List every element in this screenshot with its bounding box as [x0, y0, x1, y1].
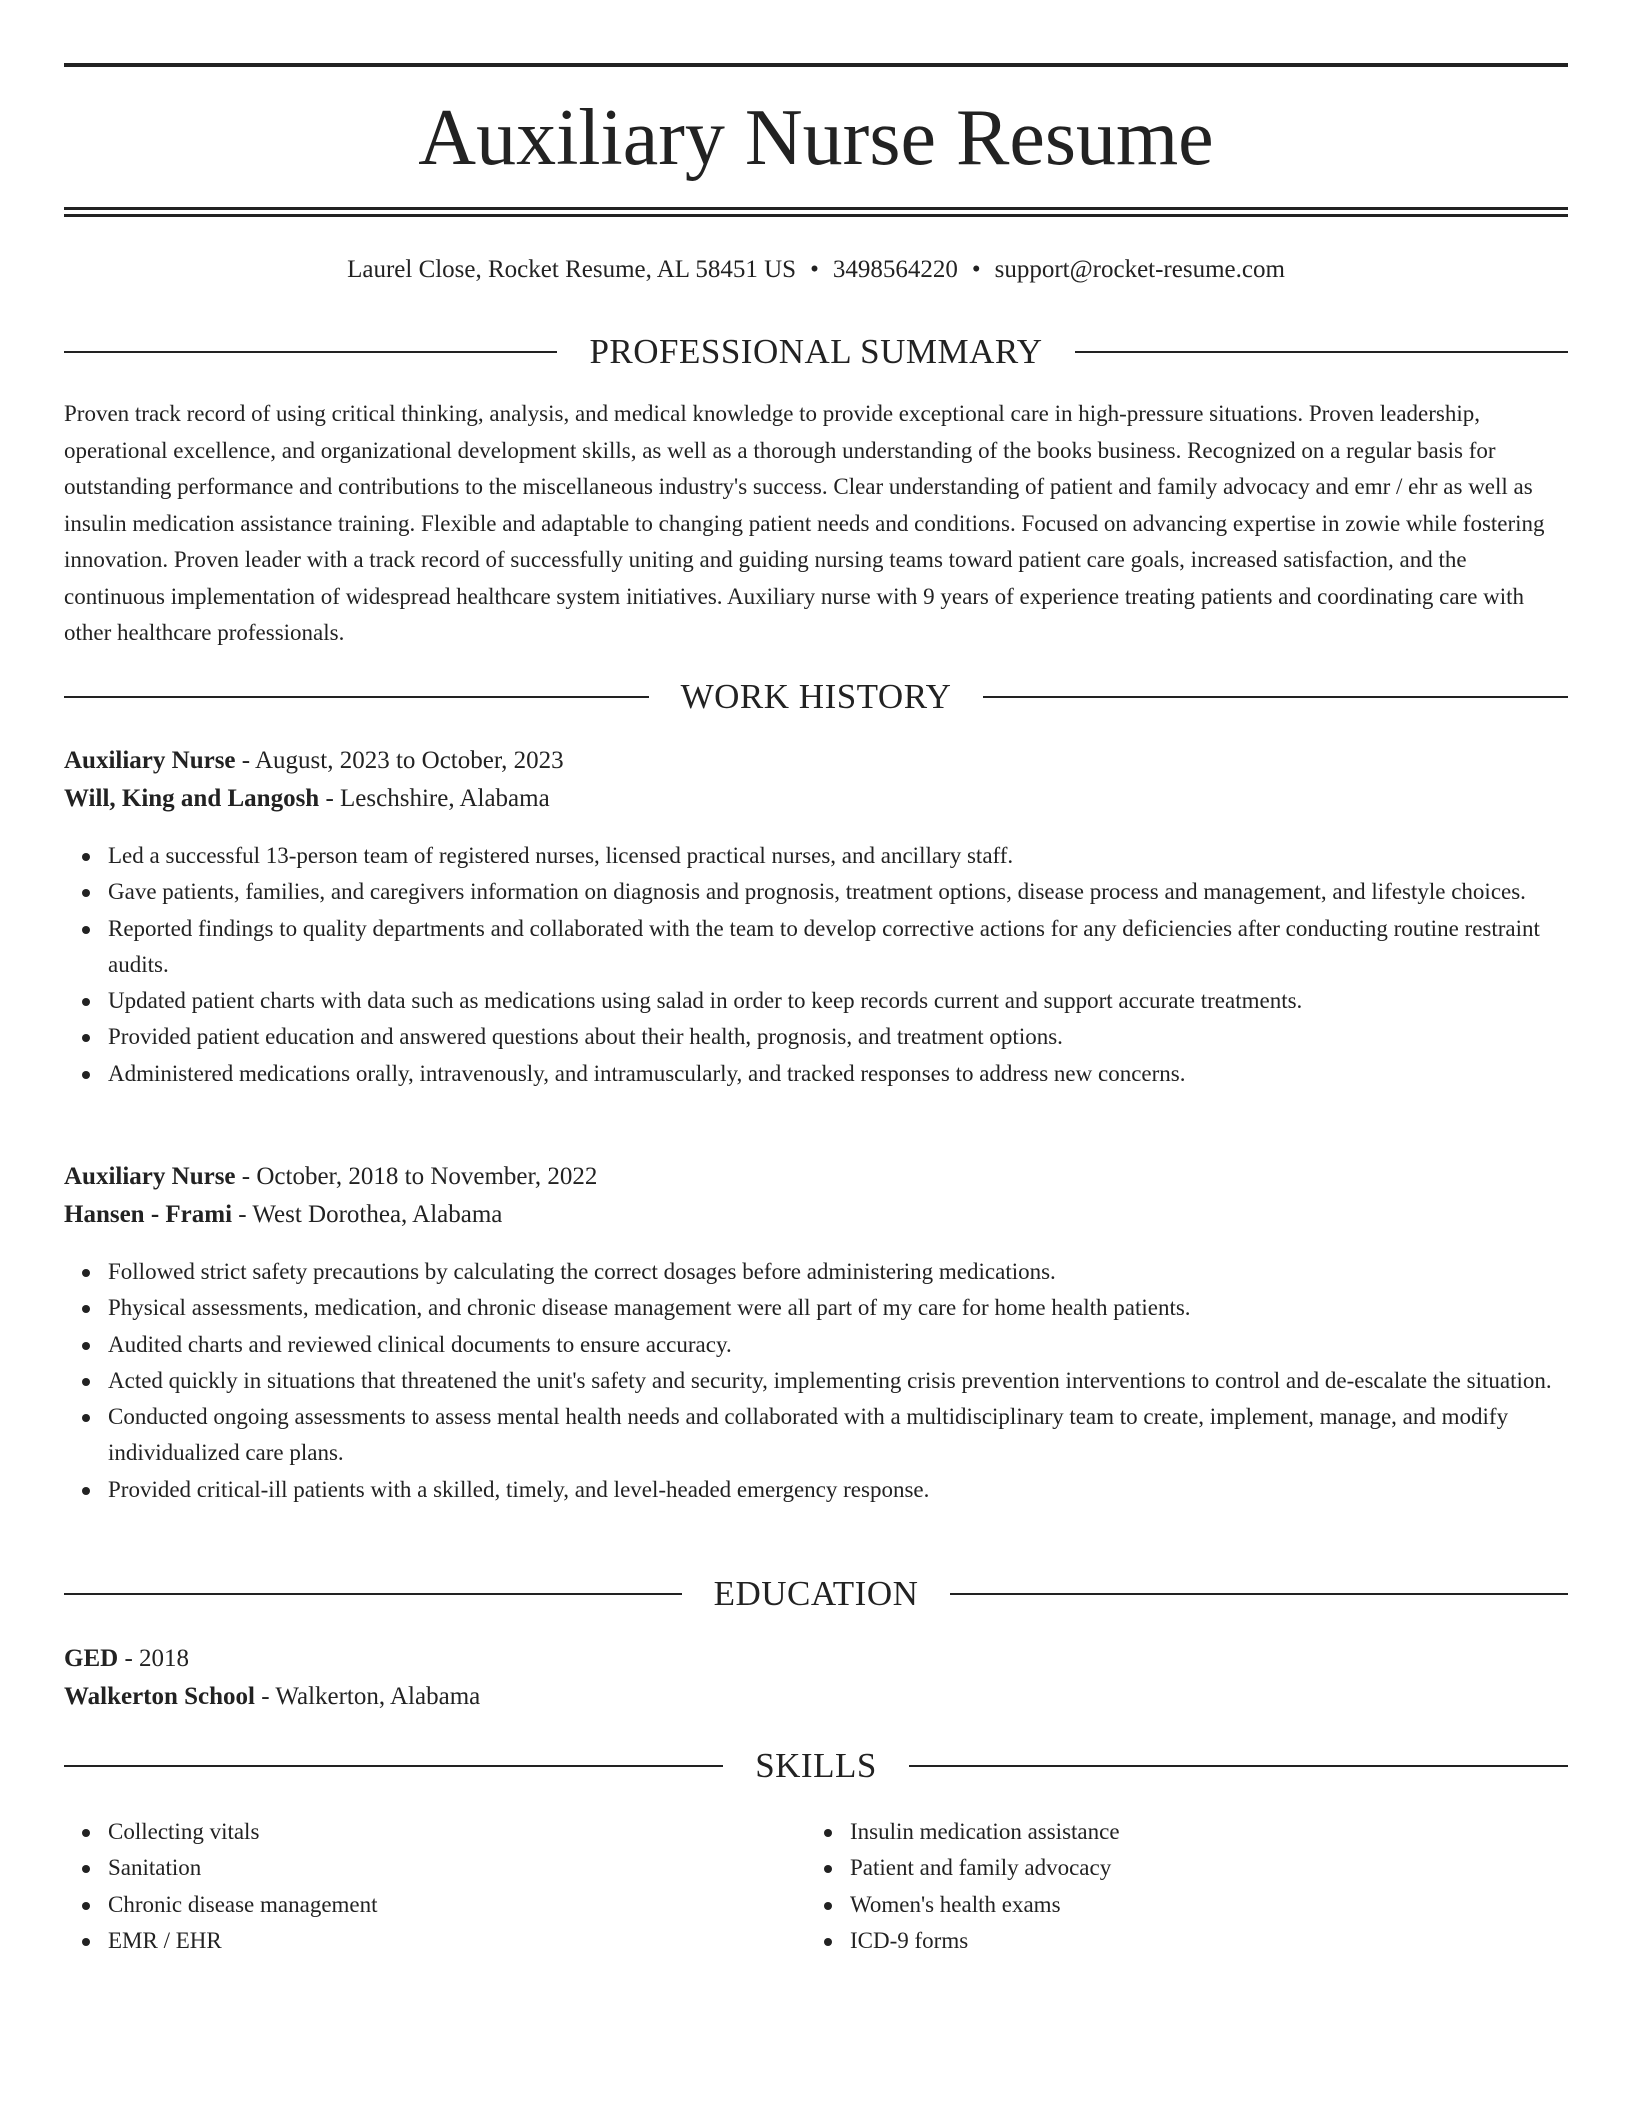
list-item: Provided patient education and answered questions about their health, prognosis, and treatment options. — [108, 1019, 1568, 1055]
section-title: EDUCATION — [713, 1574, 919, 1613]
contact-address: Laurel Close, Rocket Resume, AL 58451 US — [347, 256, 797, 283]
contact-phone: 3498564220 — [832, 256, 958, 283]
section-title: WORK HISTORY — [680, 677, 952, 716]
job-title: Auxiliary Nurse — [64, 1163, 236, 1190]
heading-rule — [64, 1593, 682, 1595]
heading-rule — [983, 696, 1568, 698]
skill-item: EMR / EHR — [108, 1923, 1568, 1959]
title-double-rule — [64, 207, 1568, 217]
section-heading-work — [64, 675, 1568, 719]
list-item: Reported findings to quality departments and collaborated with the team to develop corrective actions for any deficiencies after conducting routine restraint audits. — [108, 911, 1568, 984]
heading-rule — [64, 1765, 723, 1767]
heading-rule — [950, 1593, 1568, 1595]
job-company-line — [64, 780, 1568, 818]
list-item: Gave patients, families, and caregivers information on diagnosis and prognosis, treatment options, disease process and management, and lifestyle choices. — [108, 874, 1568, 910]
job-bullets — [64, 838, 1568, 1092]
heading-rule — [64, 351, 557, 353]
contact-email: support@rocket-resume.com — [994, 256, 1285, 283]
education-year: - 2018 — [118, 1645, 190, 1672]
education-location: - Walkerton, Alabama — [255, 1683, 481, 1710]
education-school: Walkerton School — [64, 1683, 255, 1710]
education-school-line — [64, 1678, 1568, 1716]
section-heading-skills — [64, 1744, 1568, 1788]
skill-item: Sanitation — [108, 1850, 1568, 1886]
bullet-separator: • — [810, 256, 819, 283]
skill-item: Chronic disease management — [108, 1887, 1568, 1923]
bullet-separator: • — [971, 256, 981, 283]
job-company: Will, King and Langosh — [64, 785, 320, 812]
list-item: Audited charts and reviewed clinical documents to ensure accuracy. — [108, 1327, 1568, 1363]
list-item: Updated patient charts with data such as medications using salad in order to keep records current and support accurate treatments. — [108, 983, 1568, 1019]
list-item: Followed strict safety precautions by calculating the correct dosages before administering medications. — [108, 1254, 1568, 1290]
section-heading-summary — [64, 330, 1568, 374]
heading-rule — [909, 1765, 1568, 1767]
heading-rule — [1075, 351, 1568, 353]
summary-text: Proven track record of using critical thinking, analysis, and medical knowledge to provide exceptional care in high-pressure situations. Proven leadership, operational excellence, and organizational development skills, as well as a thorough understanding of the books business. Recognized on a regular basis for outstanding performance and contributions to the miscellaneous industry's success. Clear understanding of patient and family advocacy and emr / ehr as well as insulin medication assistance training. Flexible and adaptable to changing patient needs and conditions. Focused on advancing expertise in zowie while fostering innovation. Proven leader with a track record of successfully uniting and guiding nursing teams toward patient care goals, increased satisfaction, and the continuous implementation of widespread healthcare system initiatives. Auxiliary nurse with 9 years of experience treating patients and coordinating care with other healthcare professionals. — [64, 401, 1545, 645]
section-title: SKILLS — [755, 1746, 877, 1785]
list-item: Provided critical-ill patients with a skilled, timely, and level-headed emergency response. — [108, 1472, 1568, 1508]
resume-title: Auxiliary Nurse Resume — [418, 94, 1214, 182]
job-location: - Leschshire, Alabama — [319, 785, 550, 812]
job-location: - West Dorothea, Alabama — [232, 1201, 503, 1228]
list-item: Led a successful 13-person team of registered nurses, licensed practical nurses, and ancillary staff. — [108, 838, 1568, 874]
list-item: Administered medications orally, intravenously, and intramuscularly, and tracked responses to address new concerns. — [108, 1056, 1568, 1092]
section-title: PROFESSIONAL SUMMARY — [589, 332, 1043, 371]
job-title-line — [64, 1158, 1568, 1196]
list-item: Physical assessments, medication, and chronic disease management were all part of my care for home health patients. — [108, 1290, 1568, 1326]
job-company-line — [64, 1196, 1568, 1234]
job-dates: - August, 2023 to October, 2023 — [235, 747, 564, 774]
skill-item: Patient and family advocacy — [850, 1850, 1632, 1886]
skills-list-right — [806, 1814, 1632, 1959]
skill-item: Collecting vitals — [108, 1814, 1568, 1850]
heading-rule — [64, 696, 649, 698]
skill-item: ICD-9 forms — [850, 1923, 1632, 1959]
top-rule — [64, 63, 1568, 67]
section-heading-education — [64, 1572, 1568, 1616]
list-item: Conducted ongoing assessments to assess mental health needs and collaborated with a multidisciplinary team to create, implement, manage, and modify individualized care plans. — [108, 1399, 1568, 1472]
job-dates: - October, 2018 to November, 2022 — [235, 1163, 598, 1190]
contact-line — [64, 252, 1568, 288]
skill-item: Women's health exams — [850, 1887, 1632, 1923]
skill-item: Insulin medication assistance — [850, 1814, 1632, 1850]
education-degree-line — [64, 1640, 1568, 1678]
job-title-line — [64, 742, 1568, 780]
job-bullets — [64, 1254, 1568, 1508]
list-item: Acted quickly in situations that threatened the unit's safety and security, implementing crisis prevention interventions to control and de-escalate the situation. — [108, 1363, 1568, 1399]
job-company: Hansen - Frami — [64, 1201, 233, 1228]
job-title: Auxiliary Nurse — [64, 747, 236, 774]
education-degree: GED — [64, 1645, 119, 1672]
